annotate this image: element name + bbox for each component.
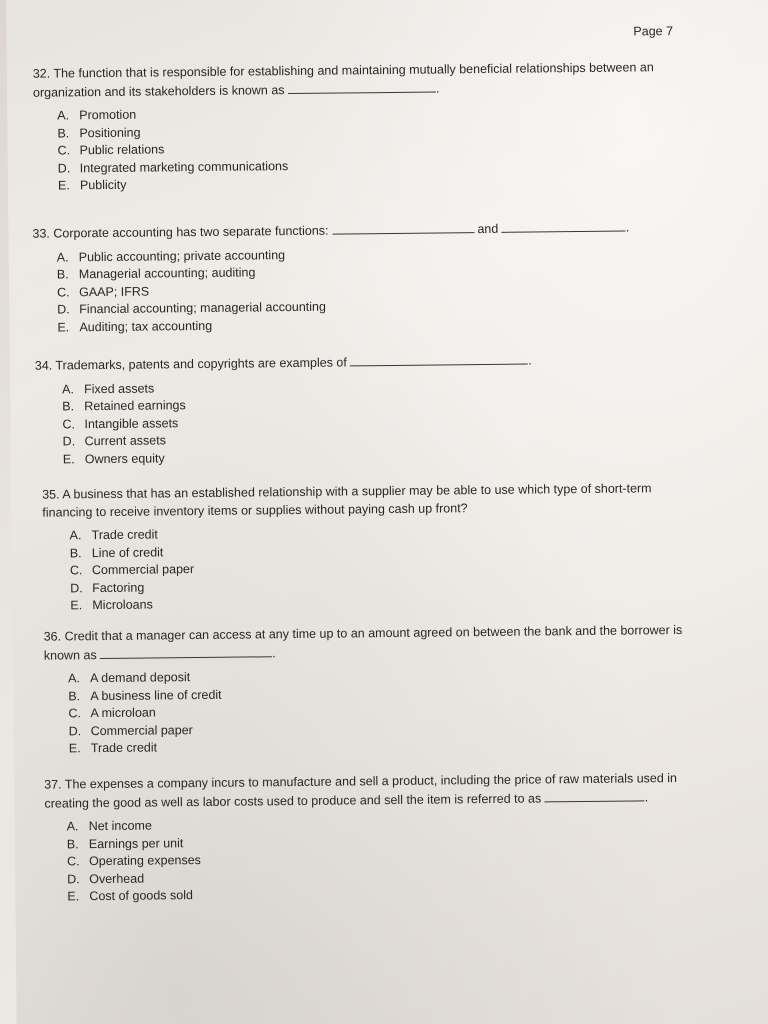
option-letter: C. bbox=[56, 285, 70, 300]
option-text: A microloan bbox=[90, 705, 156, 721]
option-letter: B. bbox=[57, 125, 70, 141]
question-punctuation: . bbox=[528, 353, 532, 368]
option-text: Public accounting; private accounting bbox=[78, 247, 286, 264]
question-36 bbox=[44, 622, 705, 759]
question-text bbox=[44, 622, 704, 665]
option-text: Managerial accounting; auditing bbox=[78, 265, 256, 282]
option-letter: A. bbox=[56, 249, 69, 264]
question-punctuation: . bbox=[625, 220, 630, 235]
option-text: Auditing; tax accounting bbox=[79, 318, 213, 335]
option-text: A demand deposit bbox=[90, 670, 191, 686]
question-prompt: A business that has an established relationship with a supplier may be able to use which type of short-term financing to receive inventory items or supplies without paying cash up front? bbox=[42, 481, 652, 520]
option-text: Fixed assets bbox=[84, 380, 155, 396]
answer-blank-2 bbox=[502, 219, 626, 233]
question-prompt: The expenses a company incurs to manufacture and sell a product, including the price of raw materials used in creating the good as well as labor costs used to produce and sell the item is referred to as bbox=[44, 771, 678, 811]
option-letter: B. bbox=[69, 545, 82, 560]
option-text: Financial accounting; managerial accounting bbox=[79, 299, 326, 317]
option-text: A business line of credit bbox=[90, 687, 222, 703]
question-text bbox=[33, 59, 693, 102]
option-letter: C. bbox=[62, 416, 76, 432]
option-letter: B. bbox=[62, 399, 75, 414]
option-letter: A. bbox=[66, 819, 79, 834]
option-text: Owners equity bbox=[84, 451, 165, 467]
option-letter: D. bbox=[68, 724, 82, 739]
option-text: Operating expenses bbox=[88, 853, 201, 869]
question-35 bbox=[42, 480, 683, 616]
question-number: 34. bbox=[34, 358, 53, 373]
option-text: Promotion bbox=[79, 107, 137, 123]
question-prompt: The function that is responsible for establishing and maintaining mutually beneficial relationships between an organization and its stakeholders is known as bbox=[32, 60, 654, 100]
option-letter: E. bbox=[57, 320, 70, 335]
option-text: Current assets bbox=[84, 433, 166, 449]
option-letter: C. bbox=[66, 854, 80, 869]
option-letter: B. bbox=[56, 267, 69, 282]
option-text: Integrated marketing communications bbox=[79, 158, 289, 176]
question-34 bbox=[35, 350, 696, 469]
question-text bbox=[35, 350, 695, 375]
question-text bbox=[44, 770, 712, 813]
option-letter: A. bbox=[69, 528, 82, 543]
question-33 bbox=[32, 218, 693, 337]
question-text bbox=[32, 218, 692, 243]
question-punctuation: . bbox=[272, 645, 276, 660]
answer-options bbox=[33, 242, 694, 337]
question-number: 36. bbox=[43, 629, 62, 644]
answer-options bbox=[43, 521, 684, 616]
option-letter: B. bbox=[68, 688, 81, 703]
option-text: Factoring bbox=[92, 580, 145, 595]
option-text: Trade credit bbox=[90, 740, 158, 756]
option-text: Line of credit bbox=[91, 544, 164, 560]
option-text: Microloans bbox=[92, 597, 153, 613]
option-text: Cost of goods sold bbox=[89, 888, 194, 904]
question-number: 32. bbox=[32, 66, 51, 81]
page-number: Page 7 bbox=[633, 24, 674, 39]
option-text: GAAP; IFRS bbox=[78, 284, 150, 299]
option-text: Positioning bbox=[79, 125, 141, 140]
option-text: Overhead bbox=[89, 871, 145, 886]
option-letter: D. bbox=[62, 434, 76, 449]
option-letter: D. bbox=[57, 161, 71, 176]
option-letter: C. bbox=[57, 143, 71, 158]
option-text: Intangible assets bbox=[84, 415, 179, 431]
option-text: Net income bbox=[88, 818, 152, 834]
exam-page bbox=[6, 0, 768, 1024]
answer-options bbox=[35, 374, 696, 469]
question-37 bbox=[44, 770, 713, 907]
question-prompt: Trademarks, patents and copyrights are examples of bbox=[55, 355, 347, 373]
option-letter: A. bbox=[68, 671, 80, 686]
option-letter: B. bbox=[66, 836, 79, 852]
question-text bbox=[42, 480, 682, 522]
answer-blank bbox=[545, 788, 645, 802]
option-text: Trade credit bbox=[91, 527, 158, 543]
question-number: 37. bbox=[44, 777, 62, 792]
question-prompt: Corporate accounting has two separate functions: bbox=[53, 223, 329, 241]
option-text: Retained earnings bbox=[84, 398, 186, 414]
answer-options bbox=[44, 664, 705, 759]
question-number: 33. bbox=[32, 226, 50, 241]
option-text: Earnings per unit bbox=[88, 835, 184, 851]
answer-blank-1 bbox=[332, 220, 474, 234]
answer-blank bbox=[100, 644, 272, 659]
question-number: 35. bbox=[42, 487, 60, 502]
answer-blank bbox=[350, 352, 528, 367]
option-letter: E. bbox=[68, 741, 81, 756]
question-32 bbox=[33, 59, 694, 196]
option-letter: D. bbox=[57, 302, 70, 317]
option-letter: A. bbox=[57, 108, 70, 123]
option-letter: C. bbox=[69, 563, 83, 578]
question-prompt: Credit that a manager can access at any time up to an amount agreed on between the bank and the borrower is known as bbox=[43, 622, 683, 663]
option-text: Publicity bbox=[79, 178, 127, 193]
option-letter: E. bbox=[70, 598, 83, 613]
option-text: Public relations bbox=[79, 142, 165, 158]
answer-blank bbox=[288, 79, 436, 94]
question-punctuation: . bbox=[644, 789, 649, 804]
question-connector: and bbox=[477, 221, 499, 237]
option-text: Commercial paper bbox=[90, 722, 193, 738]
answer-options bbox=[45, 812, 714, 907]
option-letter: C. bbox=[68, 706, 82, 721]
option-letter: D. bbox=[67, 872, 80, 887]
option-text: Commercial paper bbox=[91, 562, 195, 578]
option-letter: D. bbox=[70, 581, 83, 596]
answer-options bbox=[33, 101, 694, 196]
question-punctuation: . bbox=[435, 80, 440, 96]
option-letter: A. bbox=[62, 381, 74, 396]
option-letter: E. bbox=[67, 889, 80, 904]
option-letter: E. bbox=[57, 178, 70, 193]
option-letter: E. bbox=[62, 452, 75, 467]
